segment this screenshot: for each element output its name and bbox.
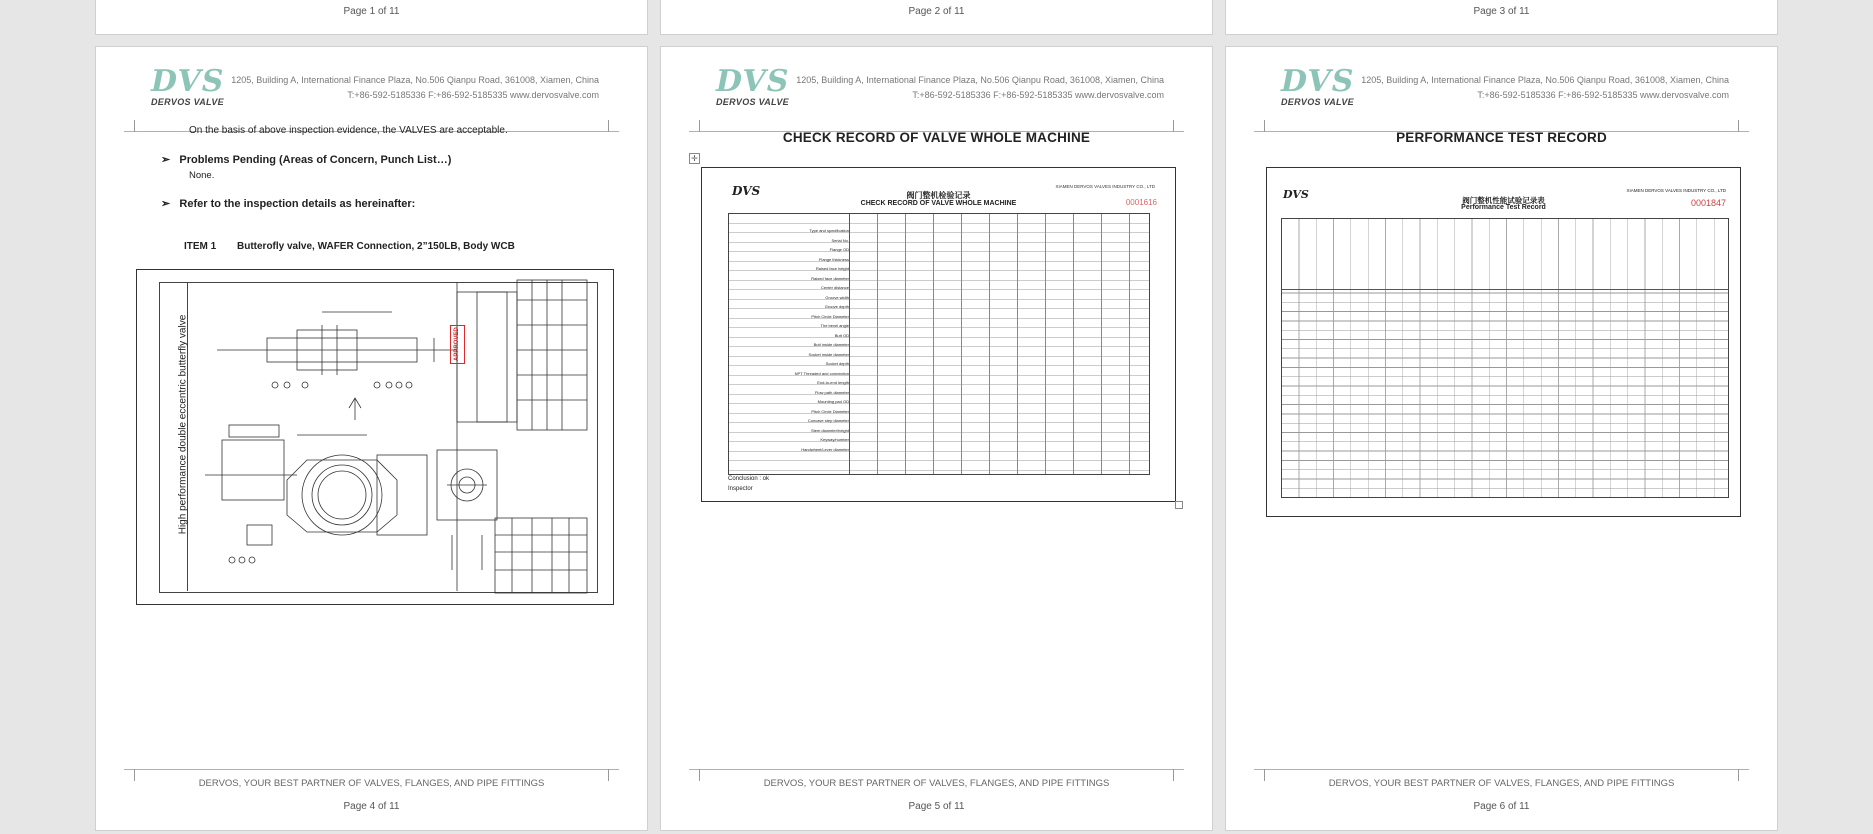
company-logo: DVS DERVOS VALVE <box>151 64 225 107</box>
form-row-label: Butt OD <box>834 332 849 338</box>
page-number: Page 1 of 11 <box>343 6 400 17</box>
form-row-label: End-to-end length <box>817 380 849 385</box>
form-row-label: Raised face diameter <box>811 275 849 281</box>
form-title-cn: 阀门整机检验记录 <box>906 191 971 200</box>
form-row-label: Groove width <box>825 294 849 300</box>
form-title-cn: 阀门整机性能试验记录表 <box>1462 196 1545 205</box>
form-row-label: Type and specification <box>809 228 849 233</box>
page-number: Page 4 of 11 <box>343 801 400 812</box>
problems-heading: ➢ Problems Pending (Areas of Concern, Punch List…) <box>161 154 452 166</box>
page-number: Page 3 of 11 <box>1473 6 1530 17</box>
form-row-label: Groove depth <box>824 304 849 309</box>
company-address: 1205, Building A, International Finance Plaza, No.506 Qianpu Road, 361008, Xiamen, China T:+86-592-5185336 F:+86-592-5185335 www.dervosvalve.com <box>1361 75 1729 100</box>
footer-slogan: DERVOS, YOUR BEST PARTNER OF VALVES, FLANGES, AND PIPE FITTINGS <box>763 778 1110 789</box>
page-title: CHECK RECORD OF VALVE WHOLE MACHINE <box>782 130 1091 145</box>
table-resize-handle[interactable] <box>1175 501 1183 509</box>
form-row-label: Pitch Circle Diameter <box>811 408 849 414</box>
form-logo: DVS <box>732 184 761 198</box>
page-number: Page 6 of 11 <box>1473 801 1530 812</box>
form-row-label: Serial No. <box>831 237 849 243</box>
check-table <box>728 213 1150 475</box>
company-logo: DVS DERVOS VALVE <box>716 64 790 107</box>
form-row-label: Stem diameter/height <box>810 427 849 433</box>
form-row-label: Flange thickness <box>818 256 849 262</box>
problems-text: None. <box>189 170 215 181</box>
page-number: Page 5 of 11 <box>908 801 965 812</box>
page-5 <box>660 46 1213 831</box>
form-row-label: Raised face height <box>815 266 849 271</box>
acceptance-text: On the basis of above inspection evidence, the VALVES are acceptable. <box>189 125 508 136</box>
form-row-label: Handwheel/Lever diameter <box>801 446 849 452</box>
form-row-label: Socket inside diameter <box>808 351 849 357</box>
form-number: 0001847 <box>1690 198 1726 208</box>
form-row-label: Flange OD <box>829 247 849 252</box>
form-row-label: Keyway/number <box>820 437 849 442</box>
item-number: ITEM 1 <box>184 241 217 252</box>
form-title-en: Performance Test Record <box>1461 204 1546 211</box>
page-2 <box>660 0 1213 35</box>
form-row-label: Center distance <box>820 285 849 290</box>
check-record-scan <box>701 167 1176 502</box>
page-1 <box>95 0 648 35</box>
footer-slogan: DERVOS, YOUR BEST PARTNER OF VALVES, FLANGES, AND PIPE FITTINGS <box>198 778 545 789</box>
valve-drawing <box>136 269 614 605</box>
drawing-lines <box>137 270 613 604</box>
page-3 <box>1225 0 1778 35</box>
page-title: PERFORMANCE TEST RECORD <box>1396 130 1607 145</box>
form-row-label: Flow path diameter <box>814 389 849 395</box>
form-title-en: CHECK RECORD OF VALVE WHOLE MACHINE <box>860 200 1017 207</box>
form-row-label: Butt inside diameter <box>813 342 849 347</box>
form-company: XIAMEN DERVOS VALVES INDUSTRY CO., LTD <box>1626 188 1726 193</box>
inspector-label: Inspector <box>728 486 753 492</box>
page-4 <box>95 46 648 831</box>
drawing-title: High performance double eccentric butterfly valve <box>177 314 189 535</box>
form-logo: DVS <box>1283 188 1309 201</box>
company-address: 1205, Building A, International Finance Plaza, No.506 Qianpu Road, 361008, Xiamen, China T:+86-592-5185336 F:+86-592-5185335 www.dervosvalve.com <box>231 75 599 100</box>
form-row-label: NPT Threaded and connection <box>794 370 849 376</box>
approved-stamp: APPROVED <box>450 325 465 364</box>
form-number: 0001616 <box>1125 198 1157 207</box>
table-move-handle[interactable]: ✛ <box>689 153 700 164</box>
refer-heading: ➢ Refer to the inspection details as hereinafter: <box>161 198 416 210</box>
footer-slogan: DERVOS, YOUR BEST PARTNER OF VALVES, FLANGES, AND PIPE FITTINGS <box>1328 778 1675 789</box>
performance-table <box>1281 218 1729 498</box>
form-row-label: The bevel angle <box>820 323 849 328</box>
company-logo: DVS DERVOS VALVE <box>1281 64 1355 107</box>
page-number: Page 2 of 11 <box>908 6 965 17</box>
company-address: 1205, Building A, International Finance Plaza, No.506 Qianpu Road, 361008, Xiamen, China T:+86-592-5185336 F:+86-592-5185335 www.dervosvalve.com <box>796 75 1164 100</box>
form-row-label: Socket depth <box>825 361 849 366</box>
page-6 <box>1225 46 1778 831</box>
conclusion: Conclusion : ok <box>728 476 770 482</box>
performance-record-scan <box>1266 167 1741 517</box>
form-row-label: Concave step diameter <box>807 418 849 423</box>
form-row-label: Pitch Circle Diameter <box>811 313 849 319</box>
form-company: XIAMEN DERVOS VALVES INDUSTRY CO., LTD <box>1055 184 1155 189</box>
form-row-label: Mounting pad OD <box>817 399 849 404</box>
item-description: Butterofly valve, WAFER Connection, 2”150LB, Body WCB <box>237 241 515 252</box>
